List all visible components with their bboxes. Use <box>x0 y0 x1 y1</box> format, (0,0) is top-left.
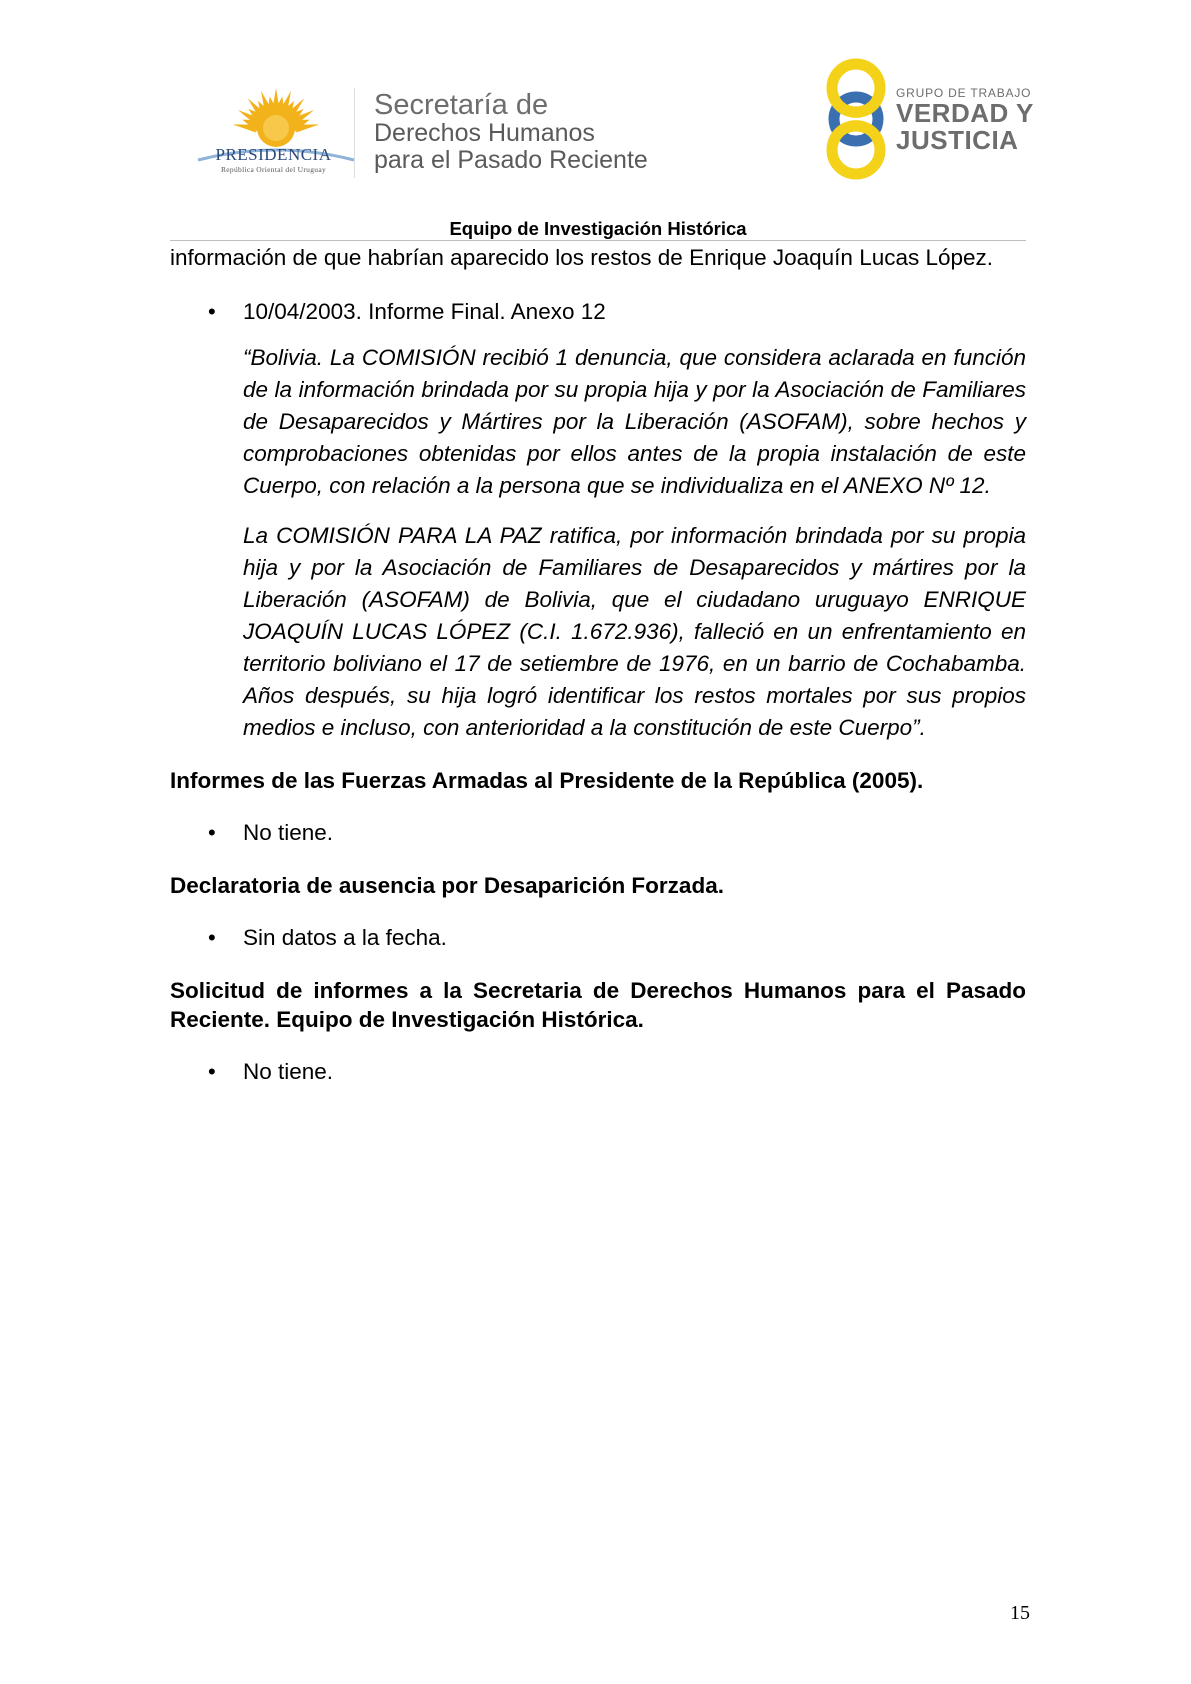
header-rule <box>170 240 1026 241</box>
secretaria-logo-text <box>374 90 648 174</box>
logo-divider <box>354 88 355 178</box>
quote-paragraph-1: “Bolivia. La COMISIÓN recibió 1 denuncia, que considera aclarada en función de la información brindada por su propia hija y por la Asociación de Familiares de Desaparecidos y Mártires por la Liberación (ASOFAM), sobre hechos y comprobaciones obtenidas por ellos antes de la propia instalación de este Cuerpo, con relación a la persona que se individualiza en el ANEXO Nº 12. <box>243 345 1026 498</box>
bullet-item <box>170 817 1026 849</box>
vyj-small-caption: GRUPO DE TRABAJO <box>896 86 1032 100</box>
bullet-text: No tiene. <box>243 1059 334 1084</box>
bullet-icon: • <box>208 925 216 950</box>
bullet-text: 10/04/2003. Informe Final. Anexo 12 <box>243 299 606 324</box>
quote-paragraph-2: La COMISIÓN PARA LA PAZ ratifica, por información brindada por su propia hija y por la Asociación de Familiares de Desaparecidos y mártires por la Liberación (ASOFAM) de Bolivia, que el ciudadano uruguayo ENRIQUE JOAQUÍN LUCAS LÓPEZ (C.I. 1.672.936), falleció en un enfrentamiento en territorio boliviano el 17 de setiembre de 1976, en un barrio de Cochabamba. Años después, su hija logró identificar los restos mortales por sus propios medios e incluso, con anterioridad a la constitución de este Cuerpo”. <box>243 523 1026 740</box>
header-title: Equipo de Investigación Histórica <box>449 218 747 239</box>
bullet-icon: • <box>208 1059 216 1084</box>
presidencia-subtitle: República Oriental del Uruguay <box>220 165 326 174</box>
bullet-icon: • <box>208 299 216 324</box>
section-heading-solicitud: Solicitud de informes a la Secretaria de Derechos Humanos para el Pasado Reciente. Equipo de Investigación Histórica. <box>170 978 1026 1032</box>
bullet-icon: • <box>208 820 216 845</box>
bullet-item <box>170 922 1026 954</box>
secretaria-line-2: Derechos Humanos <box>374 119 595 147</box>
continuation-paragraph: información de que habrían aparecido los restos de Enrique Joaquín Lucas López. <box>170 245 994 270</box>
presidencia-wordmark: PRESIDENCIA <box>215 145 332 164</box>
bullet-text: No tiene. <box>243 820 334 845</box>
section-heading-fuerzas-armadas: Informes de las Fuerzas Armadas al Presidente de la República (2005). <box>170 768 924 793</box>
section-heading-declaratoria: Declaratoria de ausencia por Desaparición Forzada. <box>170 873 724 898</box>
vyj-line-1: VERDAD Y <box>896 98 1034 128</box>
bullet-text: Sin datos a la fecha. <box>243 925 447 950</box>
bullet-item <box>170 1056 1026 1088</box>
secretaria-line-1: Secretaría de <box>374 89 549 121</box>
page-number: 15 <box>1010 1602 1030 1624</box>
secretaria-line-3: para el Pasado Reciente <box>374 146 648 174</box>
document-body <box>170 242 1026 1088</box>
verdad-justicia-wordmark <box>896 86 1034 154</box>
vyj-line-2: JUSTICIA <box>896 125 1019 155</box>
page-header <box>0 0 1191 240</box>
bullet-item <box>170 296 1026 328</box>
